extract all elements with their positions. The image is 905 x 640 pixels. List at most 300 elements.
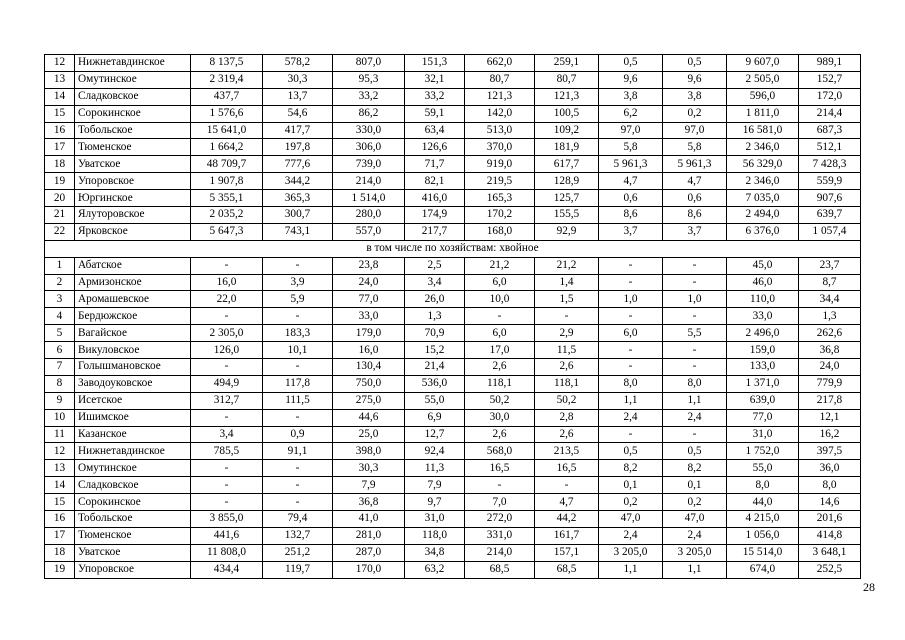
value-cell: 3,9 xyxy=(263,274,333,291)
value-cell: 33,2 xyxy=(405,88,465,105)
value-cell: 33,0 xyxy=(333,308,405,325)
value-cell: 17,0 xyxy=(465,342,535,359)
value-cell: 8,6 xyxy=(599,207,663,224)
value-cell: 578,2 xyxy=(263,55,333,72)
value-cell: - xyxy=(599,308,663,325)
value-cell: 2,5 xyxy=(405,257,465,274)
table-row xyxy=(45,308,861,325)
value-cell: 79,4 xyxy=(263,511,333,528)
value-cell: 287,0 xyxy=(333,544,405,561)
value-cell: 16,0 xyxy=(333,342,405,359)
value-cell: 252,5 xyxy=(799,561,861,578)
row-number: 12 xyxy=(45,55,75,72)
row-number: 3 xyxy=(45,291,75,308)
value-cell: 121,3 xyxy=(535,88,599,105)
value-cell: 739,0 xyxy=(333,156,405,173)
district-name: Ишимское xyxy=(75,409,191,426)
row-number: 15 xyxy=(45,494,75,511)
value-cell: 5 961,3 xyxy=(599,156,663,173)
district-name: Тобольское xyxy=(75,511,191,528)
value-cell: 2 346,0 xyxy=(727,173,799,190)
value-cell: 6 376,0 xyxy=(727,223,799,240)
row-number: 9 xyxy=(45,392,75,409)
value-cell: 397,5 xyxy=(799,443,861,460)
value-cell: 750,0 xyxy=(333,375,405,392)
district-name: Ялуторовское xyxy=(75,207,191,224)
value-cell: 91,1 xyxy=(263,443,333,460)
row-number: 22 xyxy=(45,223,75,240)
value-cell: 312,7 xyxy=(191,392,263,409)
value-cell: 2 305,0 xyxy=(191,325,263,342)
value-cell: 331,0 xyxy=(465,527,535,544)
value-cell: 8,6 xyxy=(663,207,727,224)
value-cell: 7,9 xyxy=(405,477,465,494)
value-cell: 6,2 xyxy=(599,105,663,122)
value-cell: 165,3 xyxy=(465,190,535,207)
value-cell: 5,8 xyxy=(599,139,663,156)
value-cell: 16,5 xyxy=(535,460,599,477)
value-cell: 1 057,4 xyxy=(799,223,861,240)
value-cell: 2 496,0 xyxy=(727,325,799,342)
value-cell: 168,0 xyxy=(465,223,535,240)
value-cell: 2,8 xyxy=(535,409,599,426)
value-cell: 14,6 xyxy=(799,494,861,511)
value-cell: 31,0 xyxy=(405,511,465,528)
value-cell: 1 514,0 xyxy=(333,190,405,207)
value-cell: - xyxy=(599,342,663,359)
value-cell: 559,9 xyxy=(799,173,861,190)
value-cell: 55,0 xyxy=(405,392,465,409)
value-cell: 8,0 xyxy=(799,477,861,494)
value-cell: 494,9 xyxy=(191,375,263,392)
value-cell: 370,0 xyxy=(465,139,535,156)
value-cell: 779,9 xyxy=(799,375,861,392)
value-cell: 30,3 xyxy=(333,460,405,477)
value-cell: 63,4 xyxy=(405,122,465,139)
value-cell: 4 215,0 xyxy=(727,511,799,528)
value-cell: 1 371,0 xyxy=(727,375,799,392)
value-cell: 0,1 xyxy=(663,477,727,494)
value-cell: 281,0 xyxy=(333,527,405,544)
value-cell: 10,1 xyxy=(263,342,333,359)
value-cell: 68,5 xyxy=(535,561,599,578)
value-cell: 41,0 xyxy=(333,511,405,528)
value-cell: 214,0 xyxy=(333,173,405,190)
value-cell: 8 137,5 xyxy=(191,55,263,72)
value-cell: 2 319,4 xyxy=(191,71,263,88)
value-cell: 126,6 xyxy=(405,139,465,156)
value-cell: 907,6 xyxy=(799,190,861,207)
value-cell: 262,6 xyxy=(799,325,861,342)
value-cell: 47,0 xyxy=(599,511,663,528)
table-row xyxy=(45,392,861,409)
value-cell: 44,0 xyxy=(727,494,799,511)
value-cell: 8,2 xyxy=(599,460,663,477)
value-cell: 201,6 xyxy=(799,511,861,528)
value-cell: 919,0 xyxy=(465,156,535,173)
value-cell: 15 641,0 xyxy=(191,122,263,139)
value-cell: 71,7 xyxy=(405,156,465,173)
district-name: Нижнетавдинское xyxy=(75,443,191,460)
value-cell: 4,7 xyxy=(663,173,727,190)
table-row xyxy=(45,342,861,359)
district-name: Упоровское xyxy=(75,561,191,578)
district-name: Заводоуковское xyxy=(75,375,191,392)
table-row xyxy=(45,156,861,173)
value-cell: 807,0 xyxy=(333,55,405,72)
value-cell: 11 808,0 xyxy=(191,544,263,561)
value-cell: 5 647,3 xyxy=(191,223,263,240)
value-cell: 128,9 xyxy=(535,173,599,190)
value-cell: 7,0 xyxy=(465,494,535,511)
value-cell: - xyxy=(191,257,263,274)
value-cell: 23,8 xyxy=(333,257,405,274)
value-cell: 183,3 xyxy=(263,325,333,342)
value-cell: 1,4 xyxy=(535,274,599,291)
value-cell: 2,6 xyxy=(535,359,599,376)
row-number: 16 xyxy=(45,122,75,139)
value-cell: 59,1 xyxy=(405,105,465,122)
value-cell: 2,6 xyxy=(535,426,599,443)
value-cell: 2 494,0 xyxy=(727,207,799,224)
table-row xyxy=(45,409,861,426)
value-cell: 110,0 xyxy=(727,291,799,308)
district-name: Юргинское xyxy=(75,190,191,207)
value-cell: 5 355,1 xyxy=(191,190,263,207)
table-row xyxy=(45,494,861,511)
value-cell: 152,7 xyxy=(799,71,861,88)
value-cell: 133,0 xyxy=(727,359,799,376)
table-row xyxy=(45,443,861,460)
value-cell: 6,0 xyxy=(465,274,535,291)
value-cell: 125,7 xyxy=(535,190,599,207)
value-cell: 512,1 xyxy=(799,139,861,156)
value-cell: 126,0 xyxy=(191,342,263,359)
value-cell: 16 581,0 xyxy=(727,122,799,139)
row-number: 6 xyxy=(45,342,75,359)
value-cell: 118,1 xyxy=(465,375,535,392)
value-cell: 9,6 xyxy=(599,71,663,88)
value-cell: 100,5 xyxy=(535,105,599,122)
table-row xyxy=(45,527,861,544)
value-cell: 16,5 xyxy=(465,460,535,477)
value-cell: 214,0 xyxy=(465,544,535,561)
row-number: 14 xyxy=(45,477,75,494)
section-heading: в том числе по хозяйствам: хвойное xyxy=(45,240,861,257)
value-cell: 56 329,0 xyxy=(727,156,799,173)
value-cell: 15,2 xyxy=(405,342,465,359)
value-cell: 7 428,3 xyxy=(799,156,861,173)
value-cell: 80,7 xyxy=(465,71,535,88)
value-cell: 68,5 xyxy=(465,561,535,578)
value-cell: 121,3 xyxy=(465,88,535,105)
value-cell: 21,2 xyxy=(465,257,535,274)
value-cell: 213,5 xyxy=(535,443,599,460)
value-cell: 161,7 xyxy=(535,527,599,544)
table-row xyxy=(45,207,861,224)
value-cell: 3,8 xyxy=(599,88,663,105)
value-cell: 217,7 xyxy=(405,223,465,240)
value-cell: 31,0 xyxy=(727,426,799,443)
value-cell: - xyxy=(663,274,727,291)
value-cell: 26,0 xyxy=(405,291,465,308)
value-cell: 11,3 xyxy=(405,460,465,477)
value-cell: 2 505,0 xyxy=(727,71,799,88)
district-name: Сорокинское xyxy=(75,494,191,511)
row-number: 18 xyxy=(45,156,75,173)
row-number: 19 xyxy=(45,173,75,190)
value-cell: 36,8 xyxy=(799,342,861,359)
value-cell: 8,0 xyxy=(599,375,663,392)
row-number: 1 xyxy=(45,257,75,274)
table-row xyxy=(45,291,861,308)
value-cell: 77,0 xyxy=(727,409,799,426)
value-cell: 416,0 xyxy=(405,190,465,207)
value-cell: 9,7 xyxy=(405,494,465,511)
table-row xyxy=(45,274,861,291)
table-row xyxy=(45,88,861,105)
value-cell: 95,3 xyxy=(333,71,405,88)
value-cell: 32,1 xyxy=(405,71,465,88)
value-cell: 46,0 xyxy=(727,274,799,291)
value-cell: 596,0 xyxy=(727,88,799,105)
district-name: Омутинское xyxy=(75,460,191,477)
table-body-top xyxy=(45,55,861,241)
district-name: Сладковское xyxy=(75,477,191,494)
value-cell: 92,4 xyxy=(405,443,465,460)
value-cell: 1,3 xyxy=(799,308,861,325)
value-cell: 1,0 xyxy=(599,291,663,308)
value-cell: 111,5 xyxy=(263,392,333,409)
value-cell: 11,5 xyxy=(535,342,599,359)
value-cell: 22,0 xyxy=(191,291,263,308)
value-cell: 21,2 xyxy=(535,257,599,274)
value-cell: 92,9 xyxy=(535,223,599,240)
row-number: 17 xyxy=(45,527,75,544)
value-cell: - xyxy=(535,477,599,494)
value-cell: 23,7 xyxy=(799,257,861,274)
value-cell: 0,5 xyxy=(599,55,663,72)
table-row xyxy=(45,139,861,156)
forest-data-table xyxy=(44,54,861,579)
value-cell: 3,4 xyxy=(405,274,465,291)
value-cell: - xyxy=(599,426,663,443)
value-cell: - xyxy=(191,460,263,477)
value-cell: 441,6 xyxy=(191,527,263,544)
value-cell: 1,1 xyxy=(599,561,663,578)
value-cell: 3 205,0 xyxy=(663,544,727,561)
value-cell: - xyxy=(663,359,727,376)
row-number: 8 xyxy=(45,375,75,392)
value-cell: 77,0 xyxy=(333,291,405,308)
value-cell: 50,2 xyxy=(465,392,535,409)
value-cell: 568,0 xyxy=(465,443,535,460)
value-cell: 398,0 xyxy=(333,443,405,460)
section-row xyxy=(45,240,861,257)
table-row xyxy=(45,223,861,240)
value-cell: 70,9 xyxy=(405,325,465,342)
value-cell: 119,7 xyxy=(263,561,333,578)
table-row xyxy=(45,71,861,88)
row-number: 14 xyxy=(45,88,75,105)
value-cell: - xyxy=(191,494,263,511)
value-cell: 50,2 xyxy=(535,392,599,409)
value-cell: 1,1 xyxy=(663,392,727,409)
value-cell: - xyxy=(263,359,333,376)
district-name: Тюменское xyxy=(75,139,191,156)
district-name: Казанское xyxy=(75,426,191,443)
value-cell: 0,1 xyxy=(599,477,663,494)
district-name: Армизонское xyxy=(75,274,191,291)
value-cell: 109,2 xyxy=(535,122,599,139)
district-name: Тюменское xyxy=(75,527,191,544)
value-cell: - xyxy=(263,460,333,477)
value-cell: 34,8 xyxy=(405,544,465,561)
table-row xyxy=(45,426,861,443)
value-cell: 12,1 xyxy=(799,409,861,426)
district-name: Нижнетавдинское xyxy=(75,55,191,72)
value-cell: 0,6 xyxy=(599,190,663,207)
value-cell: 179,0 xyxy=(333,325,405,342)
page-number: 28 xyxy=(863,580,875,594)
value-cell: 743,1 xyxy=(263,223,333,240)
value-cell: 8,0 xyxy=(663,375,727,392)
value-cell: 157,1 xyxy=(535,544,599,561)
value-cell: 47,0 xyxy=(663,511,727,528)
value-cell: 13,7 xyxy=(263,88,333,105)
row-number: 13 xyxy=(45,460,75,477)
value-cell: 16,0 xyxy=(191,274,263,291)
value-cell: 86,2 xyxy=(333,105,405,122)
district-name: Исетское xyxy=(75,392,191,409)
value-cell: 662,0 xyxy=(465,55,535,72)
value-cell: 34,4 xyxy=(799,291,861,308)
value-cell: 417,7 xyxy=(263,122,333,139)
value-cell: 8,7 xyxy=(799,274,861,291)
table-row xyxy=(45,375,861,392)
value-cell: 170,0 xyxy=(333,561,405,578)
value-cell: 132,7 xyxy=(263,527,333,544)
value-cell: 219,5 xyxy=(465,173,535,190)
row-number: 12 xyxy=(45,443,75,460)
value-cell: 2,6 xyxy=(465,426,535,443)
value-cell: 1,1 xyxy=(663,561,727,578)
district-name: Викуловское xyxy=(75,342,191,359)
value-cell: 6,0 xyxy=(599,325,663,342)
value-cell: - xyxy=(263,308,333,325)
row-number: 17 xyxy=(45,139,75,156)
value-cell: 2,4 xyxy=(663,409,727,426)
table-row xyxy=(45,190,861,207)
row-number: 4 xyxy=(45,308,75,325)
value-cell: 24,0 xyxy=(333,274,405,291)
district-name: Бердюжское xyxy=(75,308,191,325)
value-cell: 9 607,0 xyxy=(727,55,799,72)
value-cell: 33,2 xyxy=(333,88,405,105)
value-cell: 639,7 xyxy=(799,207,861,224)
value-cell: - xyxy=(191,477,263,494)
value-cell: 989,1 xyxy=(799,55,861,72)
value-cell: 280,0 xyxy=(333,207,405,224)
value-cell: - xyxy=(263,477,333,494)
value-cell: 44,6 xyxy=(333,409,405,426)
value-cell: 159,0 xyxy=(727,342,799,359)
value-cell: 3 648,1 xyxy=(799,544,861,561)
value-cell: - xyxy=(191,409,263,426)
value-cell: 48 709,7 xyxy=(191,156,263,173)
table-row xyxy=(45,105,861,122)
value-cell: 414,8 xyxy=(799,527,861,544)
value-cell: 2,4 xyxy=(599,409,663,426)
table-row xyxy=(45,325,861,342)
value-cell: 275,0 xyxy=(333,392,405,409)
value-cell: - xyxy=(263,494,333,511)
value-cell: 1,3 xyxy=(405,308,465,325)
value-cell: - xyxy=(191,359,263,376)
district-name: Уватское xyxy=(75,156,191,173)
value-cell: 12,7 xyxy=(405,426,465,443)
value-cell: 118,1 xyxy=(535,375,599,392)
value-cell: 0,5 xyxy=(663,443,727,460)
value-cell: 777,6 xyxy=(263,156,333,173)
value-cell: 2,4 xyxy=(599,527,663,544)
value-cell: - xyxy=(263,257,333,274)
section-row-group xyxy=(45,240,861,257)
value-cell: 9,6 xyxy=(663,71,727,88)
value-cell: 30,3 xyxy=(263,71,333,88)
value-cell: 130,4 xyxy=(333,359,405,376)
value-cell: 7,9 xyxy=(333,477,405,494)
value-cell: 8,0 xyxy=(727,477,799,494)
value-cell: 639,0 xyxy=(727,392,799,409)
value-cell: 7 035,0 xyxy=(727,190,799,207)
value-cell: 785,5 xyxy=(191,443,263,460)
row-number: 18 xyxy=(45,544,75,561)
district-name: Ярковское xyxy=(75,223,191,240)
value-cell: 0,5 xyxy=(663,55,727,72)
value-cell: 155,5 xyxy=(535,207,599,224)
row-number: 7 xyxy=(45,359,75,376)
value-cell: 197,8 xyxy=(263,139,333,156)
value-cell: 687,3 xyxy=(799,122,861,139)
value-cell: 1,1 xyxy=(599,392,663,409)
value-cell: 3,7 xyxy=(663,223,727,240)
value-cell: 214,4 xyxy=(799,105,861,122)
value-cell: 25,0 xyxy=(333,426,405,443)
value-cell: 1,5 xyxy=(535,291,599,308)
table-row xyxy=(45,359,861,376)
value-cell: 1 811,0 xyxy=(727,105,799,122)
district-name: Аромашевское xyxy=(75,291,191,308)
value-cell: 4,7 xyxy=(535,494,599,511)
table-row xyxy=(45,460,861,477)
value-cell: 181,9 xyxy=(535,139,599,156)
value-cell: 6,9 xyxy=(405,409,465,426)
row-number: 13 xyxy=(45,71,75,88)
value-cell: 5,8 xyxy=(663,139,727,156)
row-number: 5 xyxy=(45,325,75,342)
row-number: 20 xyxy=(45,190,75,207)
value-cell: 55,0 xyxy=(727,460,799,477)
value-cell: - xyxy=(263,409,333,426)
value-cell: 365,3 xyxy=(263,190,333,207)
value-cell: - xyxy=(663,257,727,274)
value-cell: - xyxy=(599,257,663,274)
value-cell: - xyxy=(465,477,535,494)
value-cell: 2,6 xyxy=(465,359,535,376)
value-cell: 259,1 xyxy=(535,55,599,72)
value-cell: 36,0 xyxy=(799,460,861,477)
